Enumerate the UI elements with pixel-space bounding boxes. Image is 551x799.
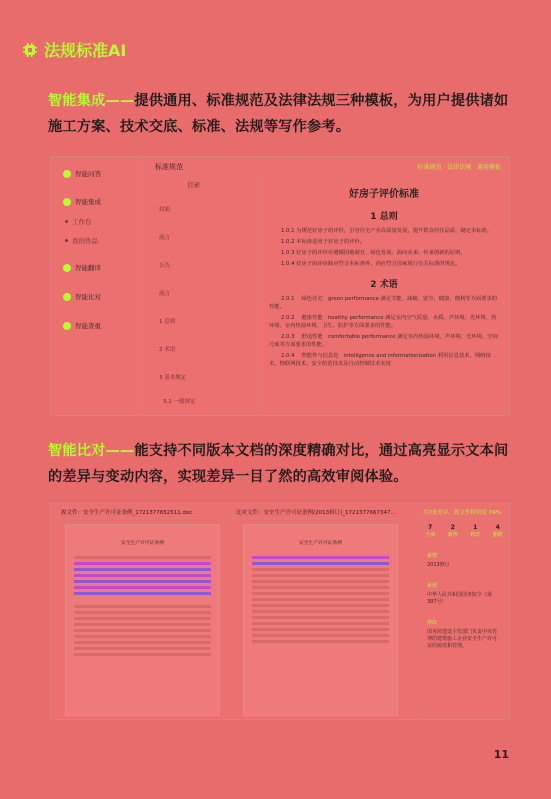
integration-description: [48, 88, 518, 140]
clause: 1.0.3 好房子的评价应遵循因地制宜、绿色发展、面向未来、传承创新的原则。: [281, 250, 466, 256]
text-line: [252, 574, 389, 577]
bullet-icon: [63, 170, 71, 178]
diff-summary: 共7处差异，源文件相似度 74%: [423, 510, 501, 516]
stat-count: 2: [450, 524, 455, 531]
text-line: [74, 623, 211, 626]
toc-item[interactable]: 前言: [159, 235, 171, 241]
compare-description: [48, 438, 518, 490]
clause: 2.0.2 健康性能 healthy performance 满足室内空气质量、水质、声环境、光环境、热环境、室内热湿环境、卫生、防护等方面要求的性能。: [269, 315, 497, 329]
compare-text: 能支持不同版本文档的深度精确对比，通过高亮显示文本间的差异与变动内容，实现差异一目了然的高效审阅体验。: [48, 443, 509, 485]
text-line: [252, 598, 389, 601]
diff-card[interactable]: [427, 582, 501, 605]
compare-doc-title: 安全生产许可证条例: [298, 541, 343, 546]
breadcrumb: 标准规范: [155, 163, 183, 171]
sidebar-item-qa[interactable]: [63, 169, 101, 178]
diff-highlight[interactable]: [74, 568, 211, 571]
clause: 1.0.4 好房子的评价除应符合本标准外，尚应符合国家现行有关标准的规定。: [281, 261, 461, 267]
sub-bullet-icon: [65, 220, 68, 223]
compare-document-page: [243, 524, 398, 716]
sidebar-item-translate[interactable]: [63, 263, 101, 272]
diff-card[interactable]: [427, 552, 501, 568]
sidebar-item-label: 智能问答: [75, 170, 101, 178]
clause: 2.0.4 智能性与信息化 intelligence and informationization 利用信息技术、网络技术、物联网技术、安全防范技术及自动控制技术实现: [269, 353, 491, 367]
bullet-icon: [63, 293, 71, 301]
sidebar-item-compare[interactable]: [63, 292, 101, 301]
text-line: [252, 604, 389, 607]
sidebar-item-label: 智能查重: [75, 322, 101, 330]
text-line: [252, 610, 389, 613]
integration-text: 提供通用、标准规范及法律法规三种模板，为用户提供诸如施工方案、技术交底、标准、法规等写作参考。: [48, 93, 509, 135]
toc-item[interactable]: 公告: [159, 263, 171, 269]
sidebar-subitem-works[interactable]: [65, 236, 98, 245]
diff-content: 中华人民共和国国务院令（第397号）: [427, 592, 493, 605]
document-preview: [269, 177, 499, 371]
toc-item[interactable]: 2 术语: [159, 347, 176, 353]
text-line: [252, 580, 389, 583]
diff-highlight[interactable]: [74, 586, 211, 589]
text-line: [252, 616, 389, 619]
diff-highlight[interactable]: [74, 562, 211, 565]
stat-deleted[interactable]: [493, 524, 503, 538]
text-line: [74, 635, 211, 638]
template-tabs[interactable]: 标准规范 · 法律法规 · 通用模板: [417, 164, 501, 171]
toc-heading: 目录: [187, 181, 200, 189]
page-header: [22, 38, 126, 61]
sidebar-item-label: 我的作品: [72, 237, 98, 245]
integration-screenshot: [50, 156, 510, 416]
diff-highlight[interactable]: [252, 562, 389, 565]
text-line: [74, 617, 211, 620]
bullet-icon: [63, 322, 71, 330]
text-line: [252, 640, 389, 643]
text-line: [74, 556, 211, 559]
document-title: 好房子评价标准: [349, 189, 419, 200]
diff-type: 修改: [427, 620, 438, 626]
compare-toolbar: [51, 504, 509, 519]
text-line: [252, 592, 389, 595]
stat-count: 7: [428, 524, 433, 531]
diff-panel: [418, 518, 509, 719]
sidebar-item-label: 智能集成: [75, 198, 101, 206]
text-line: [74, 629, 211, 632]
diff-type: 新增: [427, 553, 438, 559]
compare-file-label: 比对文件：安全生产许可证条例(2013修订)_1721377667347…: [236, 510, 397, 516]
sidebar-item-duplicate-check[interactable]: [63, 321, 101, 330]
toc-item[interactable]: 3 基本规定: [159, 375, 187, 381]
diff-highlight[interactable]: [74, 574, 211, 577]
text-line: [74, 653, 211, 656]
compare-heading: 智能比对——: [48, 443, 135, 459]
text-line: [252, 586, 389, 589]
clause: 2.0.1 绿色住宅 green performance 满足节能、减碳、安全、健康、便利等方面要求的性能。: [269, 296, 498, 310]
diff-highlight[interactable]: [74, 592, 211, 595]
screenshot-sidebar: [51, 157, 140, 415]
text-line: [252, 622, 389, 625]
source-document-page: [65, 524, 220, 716]
diff-stats: [419, 524, 509, 538]
ai-chip-icon: [22, 42, 38, 58]
diff-type: 新增: [427, 583, 438, 589]
diff-highlight[interactable]: [252, 556, 389, 559]
diff-content: 2013修订: [427, 562, 450, 568]
page-title: 法规标准AI: [44, 41, 127, 60]
text-line: [74, 641, 211, 644]
text-line: [74, 647, 211, 650]
sidebar-item-integration[interactable]: [63, 197, 101, 206]
compare-screenshot: [50, 503, 510, 720]
bullet-icon: [63, 198, 71, 206]
sub-bullet-icon: [65, 239, 68, 242]
stat-label: 修改: [470, 532, 481, 538]
text-line: [252, 568, 389, 571]
diff-highlight[interactable]: [74, 580, 211, 583]
clause: 2.0.3 舒适性能 comfortable performance 满足室内热湿环境、声环境、光环境、空间尺度等方面要求的性能。: [269, 334, 498, 348]
toc-item[interactable]: 1 总则: [159, 319, 176, 325]
table-of-contents: [147, 175, 258, 415]
text-line: [74, 611, 211, 614]
clause: 1.0.1 为规范好房子的评价，引导住宅产业高质量发展，提升群众居住品质，制定本标准。: [281, 228, 493, 234]
text-line: [252, 628, 389, 631]
text-line: [252, 634, 389, 637]
stat-label: 删除: [492, 532, 503, 538]
stat-label: 全部: [425, 532, 436, 538]
sidebar-item-label: 智能比对: [75, 293, 101, 301]
toc-item[interactable]: 前言: [159, 291, 171, 297]
section-heading: 1 总则: [370, 212, 398, 222]
toc-item[interactable]: 封面: [159, 207, 171, 213]
clause: 1.0.2 本标准适用于好房子的评价。: [281, 239, 366, 245]
stat-label: 新增: [447, 532, 458, 538]
toc-item[interactable]: 3.1 一般规定: [163, 399, 196, 405]
sidebar-item-label: 智能翻译: [75, 264, 101, 272]
source-file-label: 源文件：安全生产许可证条例_1721377652511.doc: [61, 510, 193, 516]
sidebar-subitem-workbench[interactable]: [65, 217, 92, 226]
diff-card[interactable]: [427, 619, 501, 649]
sidebar-item-label: 工作台: [72, 218, 92, 226]
stat-count: 1: [473, 524, 478, 531]
bullet-icon: [63, 264, 71, 272]
stat-added[interactable]: [448, 524, 458, 538]
stat-modified[interactable]: [470, 524, 480, 538]
stat-count: 4: [495, 524, 500, 531]
source-doc-title: 安全生产许可证条例: [120, 541, 165, 546]
diff-content: 国务院建设主管部门负责中央管理的建筑施工企业安全生产许可证的颁发和管理。: [427, 629, 498, 649]
section-heading: 2 术语: [370, 280, 398, 290]
page-number: 11: [493, 748, 509, 761]
stat-all[interactable]: [425, 524, 435, 538]
integration-heading: 智能集成——: [48, 93, 135, 109]
text-line: [74, 605, 211, 608]
